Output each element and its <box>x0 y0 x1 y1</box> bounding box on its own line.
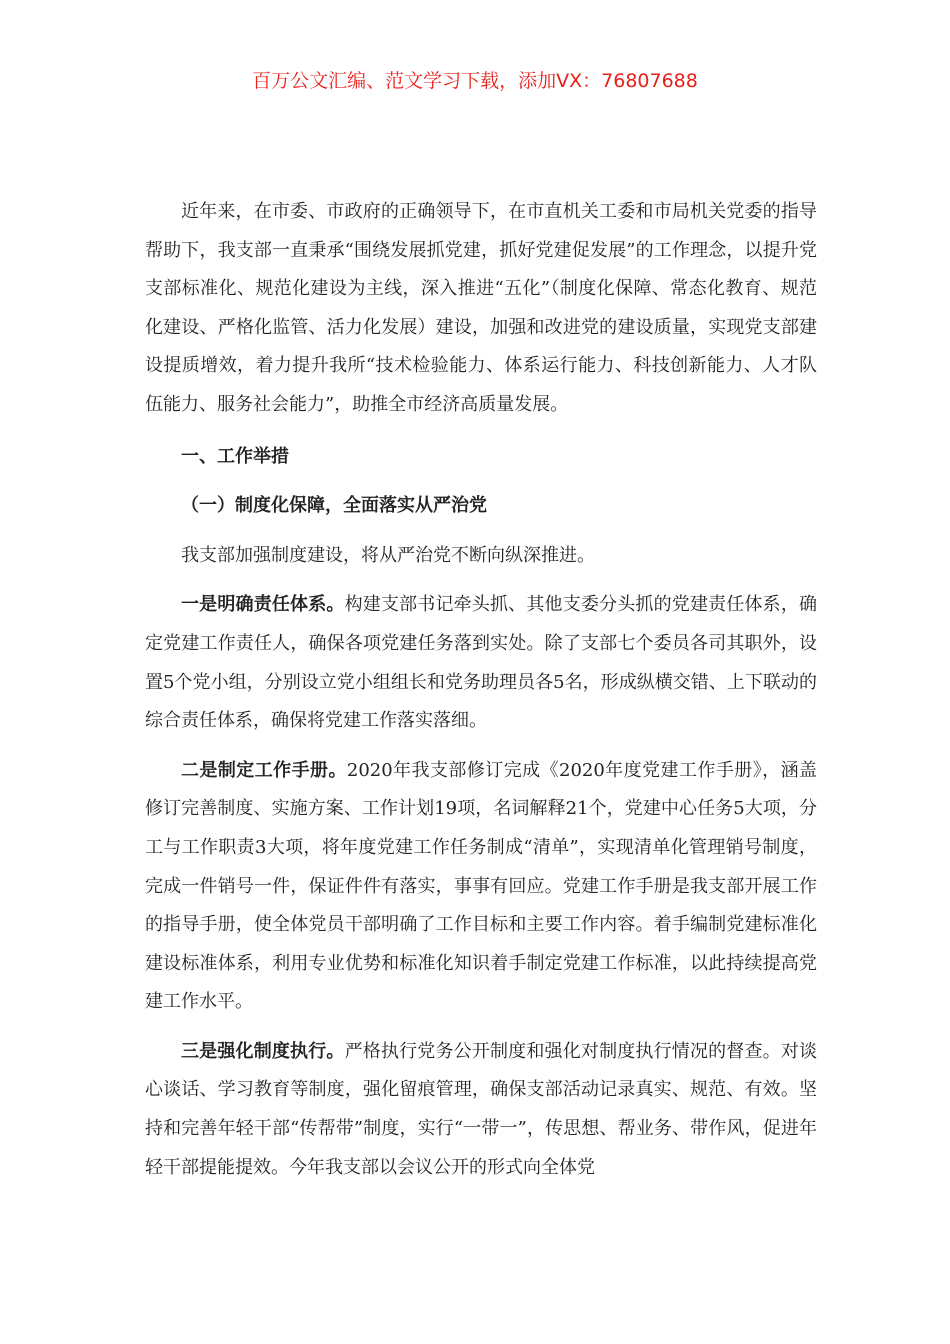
point-text-3: 严格执行党务公开制度和强化对制度执行情况的督查。对谈心谈话、学习教育等制度，强化留痕管理，确保支部活动记录真实、规范、有效。坚持和完善年轻干部“传帮带”制度，实行“一带一”，传思想、帮业务、带作风，促进年轻干部提能提效。今年我支部以会议公开的形式向全体党 <box>145 1040 818 1178</box>
point-label-2: 二是制定工作手册。 <box>181 759 347 781</box>
point-label-1: 一是明确责任体系。 <box>181 594 345 616</box>
point-text-2: 2020年我支部修订完成《2020年度党建工作手册》，涵盖修订完善制度、实施方案、工作计划19项，名词解释21个，党建中心任务5大项，分工与工作职责3大项，将年度党建工作任务制成“清单”，实现清单化管理销号制度，完成一件销号一件，保证件件有落实，事事有回应。党建工作手册是我支部开展工作的指导手册，使全体党员干部明确了工作目标和主要工作内容。着手编制党建标准化建设标准体系，利用专业优势和标准化知识着手制定党建工作标准，以此持续提高党建工作水平。 <box>145 759 817 1013</box>
point-label-3: 三是强化制度执行。 <box>181 1040 345 1062</box>
watermark-header: 百万公文汇编、范文学习下载，添加VX：76807688 <box>252 70 698 92</box>
point-paragraph-3 <box>145 1033 817 1187</box>
subsection-heading: （一）制度化保障，全面落实从严治党 <box>181 495 487 517</box>
document-body <box>145 193 817 1187</box>
point-text-1: 构建支部书记牵头抓、其他支委分头抓的党建责任体系，确定党建工作责任人，确保各项党建任务落到实处。除了支部七个委员各司其职外，设置5个党小组，分别设立党小组组长和党务助理员各5名，形成纵横交错、上下联动的综合责任体系，确保将党建工作落实落细。 <box>145 594 818 732</box>
section-heading: 一、工作举措 <box>181 445 289 467</box>
intro-paragraph: 近年来，在市委、市政府的正确领导下，在市直机关工委和市局机关党委的指导帮助下，我支部一直秉承“围绕发展抓党建，抓好党建促发展”的工作理念，以提升党支部标准化、规范化建设为主线，深入推进“五化”（制度化保障、常态化教育、规范化建设、严格化监管、活力化发展）建设，加强和改进党的建设质量，实现党支部建设提质增效，着力提升我所“技术检验能力、体系运行能力、科技创新能力、人才队伍能力、服务社会能力”，助推全市经济高质量发展。 <box>145 201 817 415</box>
subsection-lead: 我支部加强制度建设，将从严治党不断向纵深推进。 <box>181 544 595 566</box>
point-paragraph-1 <box>145 586 817 740</box>
point-paragraph-2 <box>145 752 817 1022</box>
